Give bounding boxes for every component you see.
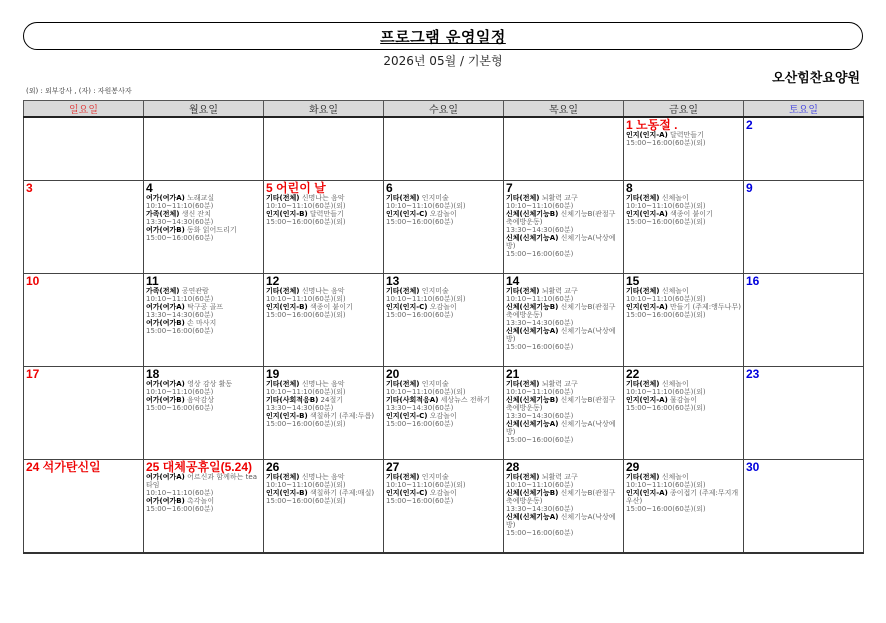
program-name: 신체기능B(관절구축예방운동) [506,210,616,226]
program-entry [266,412,381,428]
day-cell[interactable] [264,181,384,274]
day-number: 7 [506,181,513,195]
program-category: 신체(신체기능B) [506,396,559,404]
day-cell[interactable] [24,274,144,367]
program-time: 10:10~11:10(60분) [506,295,574,303]
program-name: 오감놀이 [429,489,457,497]
program-entry [266,210,381,226]
program-entry [386,210,501,226]
program-category: 기타(전체) [626,473,660,481]
program-name: 신체놀이 [661,380,689,388]
program-name: 신명나는 음악 [301,473,345,481]
program-category: 여가(여가A) [146,380,185,388]
day-cell[interactable] [384,117,504,181]
program-name: 뇌활력 교구 [541,194,578,202]
program-time: 10:10~11:10(60분)(외) [626,481,706,489]
program-name: 신명나는 음악 [301,287,345,295]
program-category: 가족(전체) [146,210,180,218]
program-name: 만들기 (주제:앵두나무) [670,303,741,311]
day-cell[interactable] [624,117,744,181]
program-name: 신체기능A(낙상예방) [506,234,616,250]
program-name: 오감놀이 [429,412,457,420]
program-category: 기타(전체) [386,380,420,388]
program-name: 신체놀이 [661,194,689,202]
day-number: 6 [386,181,393,195]
program-name: 신체기능B(관절구축예방운동) [506,489,616,505]
day-number: 11 [146,274,159,288]
program-time: 15:00~16:00(60분) [146,404,214,412]
program-name: 신체기능B(관절구축예방운동) [506,396,616,412]
day-number: 21 [506,367,520,381]
program-category: 인지(인지-C) [386,210,428,218]
program-time: 10:10~11:10(60분)(외) [266,481,346,489]
program-name: 색종이 붙이기 [670,210,713,218]
program-entry [506,513,621,537]
day-number: 18 [146,367,160,381]
day-number: 24 석가탄신일 [26,460,101,474]
day-number: 26 [266,460,280,474]
program-name: 영상 감상 활동 [187,380,233,388]
program-entry [386,380,501,396]
program-entry [506,194,621,210]
program-entry [146,194,261,210]
program-entry [266,473,381,489]
weekday-saturday: 토요일 [744,101,864,118]
program-time: 13:30~14:30(60분) [506,319,574,327]
program-entry [266,396,381,412]
day-cell[interactable] [504,460,624,554]
program-entry [146,396,261,412]
program-time: 15:00~16:00(60분) [386,311,454,319]
day-cell[interactable] [624,367,744,460]
program-category: 기타(전체) [266,194,300,202]
program-category: 기타(사회적응A) [386,396,439,404]
day-cell[interactable] [264,117,384,181]
program-time: 10:10~11:10(60분)(외) [626,202,706,210]
day-cell[interactable] [144,181,264,274]
program-time: 13:30~14:30(60분) [146,311,214,319]
program-name: 인지미술 [421,287,449,295]
program-category: 여가(여가A) [146,473,185,481]
day-cell[interactable] [504,274,624,367]
program-name: 공연관람 [181,287,209,295]
day-cell[interactable] [264,367,384,460]
program-category: 기타(사회적응B) [266,396,319,404]
program-category: 기타(전체) [626,287,660,295]
program-name: 종이접기 (주제:무지개 우산) [626,489,739,505]
program-time: 15:00~16:00(60분) [386,420,454,428]
program-category: 기타(전체) [266,287,300,295]
program-entry [506,380,621,396]
program-name: 세상뉴스 전하기 [440,396,491,404]
program-time: 13:30~14:30(60분) [386,404,454,412]
program-time: 15:00~16:00(60분) [386,497,454,505]
program-name: 신체기능A(낙상예방) [506,513,616,529]
program-category: 기타(전체) [506,287,540,295]
program-time: 15:00~16:00(60분) [146,234,214,242]
program-entry [626,210,741,226]
program-category: 기타(전체) [506,473,540,481]
program-category: 여가(여가B) [146,396,185,404]
weekday-sunday: 일요일 [24,101,144,118]
program-entry [506,327,621,351]
program-time: 10:10~11:10(60분)(외) [386,388,466,396]
program-category: 기타(전체) [506,194,540,202]
program-category: 신체(신체기능A) [506,327,559,335]
organization-name: 오산힘찬요양원 [772,71,860,86]
day-cell[interactable] [144,117,264,181]
day-number: 14 [506,274,520,288]
program-entry [386,396,501,412]
program-time: 10:10~11:10(60분)(외) [266,295,346,303]
program-entry [626,380,741,396]
program-time: 10:10~11:10(60분) [506,388,574,396]
program-entry [146,473,261,497]
program-entry [506,473,621,489]
day-number: 1 노동절 . [626,118,678,132]
program-entry [386,489,501,505]
program-category: 신체(신체기능A) [506,513,559,521]
program-name: 신명나는 음악 [301,194,345,202]
page-subtitle: 2026년 05월 / 기본형 [383,54,503,68]
program-name: 오감놀이 [429,210,457,218]
weekday-header-row [24,101,864,118]
program-category: 인지(인지-C) [386,303,428,311]
program-time: 15:00~16:00(60분) [506,529,574,537]
day-number: 12 [266,274,280,288]
program-category: 기타(전체) [626,380,660,388]
program-entry [266,380,381,396]
program-entry [626,396,741,412]
program-name: 색칠하기 (주제:매실) [309,489,375,497]
program-entry [266,287,381,303]
program-entry [626,194,741,210]
program-time: 13:30~14:30(60분) [506,412,574,420]
program-category: 인지(인지-B) [266,303,308,311]
day-cell[interactable] [744,367,864,460]
program-name: 인지미술 [421,380,449,388]
day-cell[interactable] [384,460,504,554]
program-name: 물감놀이 [670,396,698,404]
week-row [24,367,864,460]
program-entry [506,303,621,327]
day-number: 29 [626,460,640,474]
day-cell[interactable] [504,117,624,181]
program-time: 10:10~11:10(60분) [146,295,214,303]
day-number: 23 [746,367,760,381]
day-cell[interactable] [144,367,264,460]
day-cell[interactable] [624,274,744,367]
program-category: 기타(전체) [386,194,420,202]
program-time: 15:00~16:00(60분)(외) [626,505,706,513]
program-name: 신체기능A(낙상예방) [506,327,616,343]
program-time: 13:30~14:30(60분) [146,218,214,226]
day-cell[interactable] [744,117,864,181]
program-name: 생신 잔치 [181,210,211,218]
program-entry [506,420,621,444]
weekday-monday: 월요일 [144,101,264,118]
day-number: 15 [626,274,640,288]
program-name: 신명나는 음악 [301,380,345,388]
program-time: 10:10~11:10(60분)(외) [626,388,706,396]
program-time: 15:00~16:00(60분) [506,250,574,258]
day-number: 19 [266,367,280,381]
weekday-friday: 금요일 [624,101,744,118]
day-cell[interactable] [744,181,864,274]
program-category: 인지(인지-A) [626,396,668,404]
program-category: 신체(신체기능B) [506,303,559,311]
program-category: 여가(여가A) [146,194,185,202]
day-number: 2 [746,118,753,132]
program-entry [626,131,741,147]
program-category: 인지(인지-C) [386,412,428,420]
program-category: 여가(여가B) [146,319,185,327]
program-name: 어르신과 함께하는 tea타임 [146,473,257,489]
program-time: 10:10~11:10(60분)(외) [386,202,466,210]
day-cell[interactable] [24,181,144,274]
program-name: 뇌활력 교구 [541,287,578,295]
week-row [24,117,864,181]
program-name: 뇌활력 교구 [541,380,578,388]
day-number: 16 [746,274,760,288]
program-time: 15:00~16:00(60분)(외) [626,404,706,412]
legend-note: (외) : 외부강사 , (자) : 자원봉사자 [26,87,132,95]
program-name: 탁구공 골프 [187,303,224,311]
calendar-body [24,117,864,553]
program-name: 24절기 [320,396,343,404]
program-category: 여가(여가A) [146,303,185,311]
day-cell[interactable] [24,367,144,460]
program-time: 10:10~11:10(60분)(외) [266,388,346,396]
program-entry [626,473,741,489]
day-number: 4 [146,181,153,195]
program-time: 13:30~14:30(60분) [266,404,334,412]
program-name: 동화 읽어드리기 [187,226,237,234]
day-number: 22 [626,367,640,381]
program-name: 신체놀이 [661,473,689,481]
program-entry [506,396,621,420]
program-time: 15:00~16:00(60분)(외) [266,420,346,428]
day-cell[interactable] [504,367,624,460]
day-cell[interactable] [144,460,264,554]
program-time: 15:00~16:00(60분)(외) [626,139,706,147]
week-row [24,274,864,367]
weekday-thursday: 목요일 [504,101,624,118]
program-category: 여가(여가B) [146,497,185,505]
program-entry [626,303,741,319]
program-entry [626,489,741,513]
program-entry [506,210,621,234]
day-number: 5 어린이 날 [266,181,326,195]
day-cell[interactable] [384,181,504,274]
program-entry [266,194,381,210]
program-category: 인지(인지-B) [266,412,308,420]
program-entry [146,287,261,303]
program-time: 10:10~11:10(60분) [506,202,574,210]
program-entry [506,287,621,303]
day-number: 27 [386,460,400,474]
day-number: 20 [386,367,400,381]
program-name: 색칠하기 (주제:두릅) [309,412,375,420]
day-cell[interactable] [264,460,384,554]
program-entry [386,194,501,210]
program-time: 13:30~14:30(60분) [506,505,574,513]
program-entry [626,287,741,303]
program-time: 10:10~11:10(60분) [146,489,214,497]
program-time: 10:10~11:10(60분)(외) [386,295,466,303]
program-time: 15:00~16:00(60분) [506,436,574,444]
program-time: 10:10~11:10(60분)(외) [266,202,346,210]
program-category: 인지(인지-B) [266,210,308,218]
program-category: 기타(전체) [626,194,660,202]
program-time: 10:10~11:10(60분) [146,388,214,396]
program-category: 신체(신체기능B) [506,210,559,218]
day-number: 10 [26,274,40,288]
program-name: 달력만들기 [309,210,344,218]
program-entry [146,226,261,242]
program-category: 인지(인지-A) [626,489,668,497]
day-number: 28 [506,460,520,474]
day-cell[interactable] [744,460,864,554]
program-name: 신체기능A(낙상예방) [506,420,616,436]
program-category: 여가(여가B) [146,226,185,234]
page-title: 프로그램 운영일정 [380,27,506,46]
day-cell[interactable] [384,274,504,367]
program-time: 15:00~16:00(60분) [146,505,214,513]
program-time: 10:10~11:10(60분) [146,202,214,210]
day-number: 17 [26,367,40,381]
day-cell[interactable] [144,274,264,367]
program-entry [146,380,261,396]
program-name: 인지미술 [421,473,449,481]
program-name: 달력만들기 [670,131,704,139]
day-cell[interactable] [744,274,864,367]
weekday-tuesday: 화요일 [264,101,384,118]
program-category: 기타(전체) [266,380,300,388]
day-cell[interactable] [624,460,744,554]
program-time: 15:00~16:00(60분)(외) [626,218,706,226]
program-category: 기타(전체) [506,380,540,388]
week-row [24,460,864,554]
program-name: 손 마사지 [187,319,217,327]
program-category: 인지(인지-C) [386,489,428,497]
calendar-table [23,100,864,554]
program-name: 노래교실 [187,194,215,202]
day-number: 13 [386,274,400,288]
program-time: 15:00~16:00(60분)(외) [266,218,346,226]
program-category: 가족(전체) [146,287,180,295]
program-entry [386,287,501,303]
program-entry [506,489,621,513]
program-entry [266,489,381,505]
day-number: 3 [26,181,33,195]
program-category: 인지(인지-A) [626,210,668,218]
day-cell[interactable] [24,117,144,181]
program-entry [146,303,261,319]
program-time: 15:00~16:00(60분) [386,218,454,226]
program-category: 기타(전체) [266,473,300,481]
program-time: 15:00~16:00(60분) [146,327,214,335]
program-time: 10:10~11:10(60분) [506,481,574,489]
program-category: 기타(전체) [386,473,420,481]
weekday-wednesday: 수요일 [384,101,504,118]
day-number: 30 [746,460,760,474]
program-category: 신체(신체기능A) [506,234,559,242]
program-category: 신체(신체기능A) [506,420,559,428]
program-name: 촉각놀이 [187,497,215,505]
program-time: 10:10~11:10(60분)(외) [626,295,706,303]
day-cell[interactable] [384,367,504,460]
program-name: 인지미술 [421,194,449,202]
program-time: 13:30~14:30(60분) [506,226,574,234]
program-category: 인지(인지-B) [266,489,308,497]
program-name: 음악감상 [187,396,215,404]
program-entry [146,497,261,513]
program-entry [506,234,621,258]
program-category: 신체(신체기능B) [506,489,559,497]
title-banner [23,22,863,50]
program-time: 15:00~16:00(60분)(외) [626,311,706,319]
program-name: 신체놀이 [661,287,689,295]
program-name: 오감놀이 [429,303,457,311]
program-category: 인지(인지-A) [626,303,668,311]
day-cell[interactable] [24,460,144,554]
day-number: 9 [746,181,753,195]
day-number: 25 대체공휴일(5.24) [146,460,252,474]
day-cell[interactable] [504,181,624,274]
program-time: 15:00~16:00(60분)(외) [266,311,346,319]
day-cell[interactable] [624,181,744,274]
day-number: 8 [626,181,633,195]
program-time: 15:00~16:00(60분)(외) [266,497,346,505]
program-entry [386,412,501,428]
program-entry [146,319,261,335]
program-name: 색종이 붙이기 [309,303,353,311]
program-entry [266,303,381,319]
program-name: 신체기능B(관절구축예방운동) [506,303,616,319]
program-time: 15:00~16:00(60분) [506,343,574,351]
day-cell[interactable] [264,274,384,367]
program-entry [146,210,261,226]
program-entry [386,303,501,319]
program-category: 기타(전체) [386,287,420,295]
program-category: 인지(인지-A) [626,131,668,139]
program-name: 뇌활력 교구 [541,473,578,481]
program-entry [386,473,501,489]
week-row [24,181,864,274]
program-time: 10:10~11:10(60분)(외) [386,481,466,489]
